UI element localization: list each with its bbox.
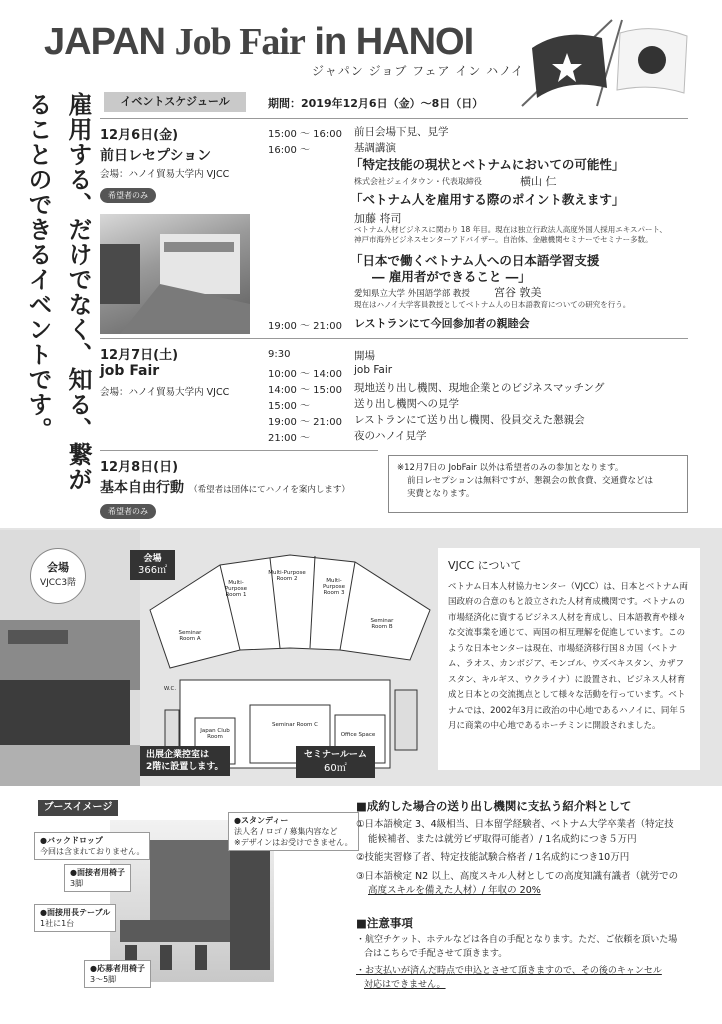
divider [100, 338, 688, 339]
standee-note-1: 法人名 / ロゴ / 募集内容など [234, 827, 338, 836]
note-item-2-line-1: ・お支払いが済んだ時点で申込とさせて頂きますので、その後のキャンセル [356, 966, 662, 976]
floor-badge-label: 会場 [47, 561, 69, 574]
exhibitor-room-line-2: 2階に設置します。 [146, 762, 224, 772]
day2-time-6: 21:00 〜 [268, 433, 310, 444]
day1-dinner-time: 19:00 〜 21:00 [268, 321, 342, 332]
exhibitor-room-note [140, 746, 230, 776]
applicant-chair-desc: 3〜5脚 [90, 975, 117, 984]
backdrop-desc: 今回は含まれておりません。 [40, 847, 145, 856]
divider [100, 450, 378, 451]
room-wc: W.C. [163, 686, 177, 692]
day1-venue: 会場：ハノイ貿易大学内 VJCC [100, 169, 230, 180]
fees-list [356, 818, 678, 899]
vjcc-info [438, 548, 700, 770]
vjcc-title: VJCC について [448, 559, 522, 572]
table-note [34, 904, 116, 932]
day3-badge: 希望者のみ [100, 504, 156, 519]
note-item-1-line-1: ・航空チケット、ホテルなどは各自の手配となります。ただ、ご依頼を頂いた場 [356, 935, 678, 945]
day1-event-1: 前日会場下見、見学 [354, 126, 449, 138]
day1-time-2: 16:00 〜 [268, 145, 310, 156]
day2-event-4: 送り出し機関への見学 [354, 398, 459, 410]
day2-event-1: 開場 [354, 350, 375, 362]
fee-item-2: ②技能実習修了者、特定技能試験合格者 / 1名成約につき10万円 [356, 852, 630, 863]
note-item-1-line-2: 合はこちらで手配させて頂きます。 [364, 948, 508, 959]
day3-name: 基本自由行動 [100, 480, 184, 496]
room-multi-purpose-1: Multi-Purpose Room 1 [224, 580, 248, 598]
vjcc-body: ベトナム日本人材協力センター（VJCC）は、日本とベトナム両国政府の合意のもと設立された人材育成機関です。ベトナムの市場経済化に資するビジネス人材を育成し、日本語教育や様々な交流事業を通じて、両国の相互理解を促進しています。このような日本センターは現在、市場経済移行国８カ国（ベトナム、ラオス、カンボジア、モンゴル、ウズベキスタン、カザフスタン、キルギス、ウクライナ）に設置され、ビジネス人材育成と日本との交流拠点として様々な活動を行っています。ベトナムでは、2002年3月に政治の中心地であるハノイに、同年５月に商業の中心地であるホーチミンに開設されました。 [448, 581, 689, 731]
day2-name: job Fair [100, 363, 160, 379]
table-title: ●面接用長テーブル [40, 908, 111, 917]
seminar-size: 60㎡ [324, 763, 347, 774]
title-job-fair: Job Fair [174, 21, 305, 63]
venue-entrance-photo [100, 214, 250, 334]
title-japan: JAPAN [44, 21, 165, 63]
standee-title: ●スタンディー [234, 816, 289, 825]
lecture3-org: 愛知県立大学 外国語学部 教授 [354, 289, 470, 299]
day2-time-5: 19:00 〜 21:00 [268, 417, 342, 428]
room-seminar-a: Seminar Room A [178, 630, 202, 642]
note-line-3: 実費となります。 [407, 489, 475, 499]
day2-event-2: job Fair [354, 364, 393, 376]
lecture1-title: 「特定技能の現状とベトナムにおいての可能性」 [350, 157, 625, 172]
booth-label: ブースイメージ [38, 800, 118, 816]
lecture3-title-2: ― 雇用者ができること ―」 [372, 269, 531, 284]
fee-item-3-line-1: ③日本語検定 N2 以上、高度スキル人材としての高度知識有識者（就労での [356, 870, 679, 882]
day3-title [100, 477, 350, 497]
lecture2-title: 「ベトナム人を雇用する際のポイント教えます」 [350, 192, 625, 207]
room-office: Office Space [340, 732, 376, 738]
day2-time-2: 10:00 〜 14:00 [268, 369, 342, 380]
seminar-room-label [296, 746, 375, 778]
room-multi-purpose-2: Multi-Purpose Room 2 [268, 570, 306, 582]
day2-time-1: 9:30 [268, 349, 291, 360]
lecture1-speaker: 横山 仁 [520, 175, 557, 188]
flags-icon [512, 18, 692, 108]
lecture2-bio-2: 神戸市海外ビジネスセンターアドバイザー。自治体、金融機関セミナーでセミナー多数。 [354, 235, 653, 244]
day1-time-1: 15:00 〜 16:00 [268, 129, 342, 140]
day2-venue: 会場：ハノイ貿易大学内 VJCC [100, 387, 230, 398]
venue-size-label [130, 550, 175, 580]
lecture3-title-1: 「日本で働くベトナム人への日本語学習支援 [350, 253, 600, 268]
notes-title: ■注意事項 [356, 916, 413, 930]
applicant-chair-note [84, 960, 151, 988]
day1-event-2: 基調講演 [354, 142, 396, 154]
day2-event-6: 夜のハノイ見学 [354, 430, 427, 442]
lecture2-speaker: 加藤 将司 [354, 212, 402, 225]
lecture3-bio: 現在はハノイ大学客員教授としてベトナム人の日本語教育についての研究を行う。 [354, 300, 631, 309]
room-seminar-b: Seminar Room B [370, 618, 394, 630]
day1-dinner-text: レストランにて今回参加者の親睦会 [354, 317, 530, 330]
day1-badge: 希望者のみ [100, 188, 156, 203]
standee-note-2: ※デザインはお受けできません。 [234, 838, 353, 847]
room-multi-purpose-3: Multi-Purpose Room 3 [322, 578, 346, 596]
lecture1-org: 株式会社ジェイタウン・代表取締役 [354, 177, 482, 186]
day2-time-3: 14:00 〜 15:00 [268, 385, 342, 396]
backdrop-note [34, 832, 150, 860]
chair-title: ●面接者用椅子 [70, 868, 125, 877]
day2-date: 12月7日(土) [100, 348, 179, 363]
fees-title: ■成約した場合の送り出し機関に支払う紹介料として [356, 799, 632, 813]
day2-event-5: レストランにて送り出し機関、役員交えた懇親会 [354, 414, 585, 426]
divider [100, 118, 688, 119]
venue-floor-badge [30, 548, 86, 604]
day3-date: 12月8日(日) [100, 460, 179, 475]
exhibitor-room-line-1: 出展企業控室は [146, 750, 210, 760]
venue-size: 366㎡ [138, 565, 168, 576]
chair-desc: 3脚 [70, 879, 84, 888]
floor-badge-floor: VJCC3階 [39, 578, 77, 588]
lecture3-speaker: 宮谷 敦美 [494, 286, 542, 299]
room-japan-club: Japan Club Room [200, 728, 230, 740]
seminar-label: セミナールーム [304, 750, 367, 760]
day2-time-4: 15:00 〜 [268, 401, 310, 412]
title-in-hanoi: in HANOI [314, 21, 474, 63]
fee-item-1-line-2: 能候補者、または就労ビザ取得可能者）/ 1名成約につき５万円 [368, 833, 637, 845]
day3-name-note: （希望者は団体にてハノイを案内します） [189, 485, 350, 495]
standee-note [228, 812, 359, 851]
fee-item-1-line-1: ①日本語検定 3、4級相当、日本留学経験者、ベトナム大学卒業者（特定技 [356, 819, 674, 830]
table-desc: 1社に1台 [40, 919, 75, 928]
note-line-2: 前日レセプションは無料ですが、懇親会の飲食費、交通費などは [407, 476, 653, 486]
day1-name: 前日レセプション [100, 148, 212, 164]
page-title [44, 20, 473, 64]
note-item-2-line-2: 対応はできません。 [364, 979, 446, 990]
vertical-tagline: 雇用する、だけでなく、知る、繋がることのできるイベントです。 [24, 92, 93, 492]
event-period: 期間：2019年12月6日（金）〜8日（日） [268, 97, 484, 110]
venue-label: 会場 [143, 554, 162, 564]
room-seminar-c: Seminar Room C [272, 722, 318, 728]
schedule-note [388, 455, 688, 513]
notes-list [356, 934, 677, 992]
applicant-chair-title: ●応募者用椅子 [90, 964, 145, 973]
interviewer-chair-note [64, 864, 131, 892]
day2-event-3: 現地送り出し機関、現地企業とのビジネスマッチング [354, 382, 605, 394]
schedule-label: イベントスケジュール [104, 92, 246, 112]
backdrop-title: ●バックドロップ [40, 836, 103, 845]
fee-item-3-line-2: 高度スキルを備えた人材）/ 年収の 20% [368, 885, 541, 896]
title-kana: ジャパン ジョブ フェア イン ハノイ [312, 64, 525, 78]
day1-date: 12月6日(金) [100, 128, 179, 143]
lecture2-bio-1: ベトナム人材ビジネスに関わり 18 年目。現在は独立行政法人高度外国人採用エキスパート、 [354, 225, 667, 234]
note-line-1: ※12月7日の JobFair 以外は希望者のみの参加となります。 [397, 463, 624, 473]
